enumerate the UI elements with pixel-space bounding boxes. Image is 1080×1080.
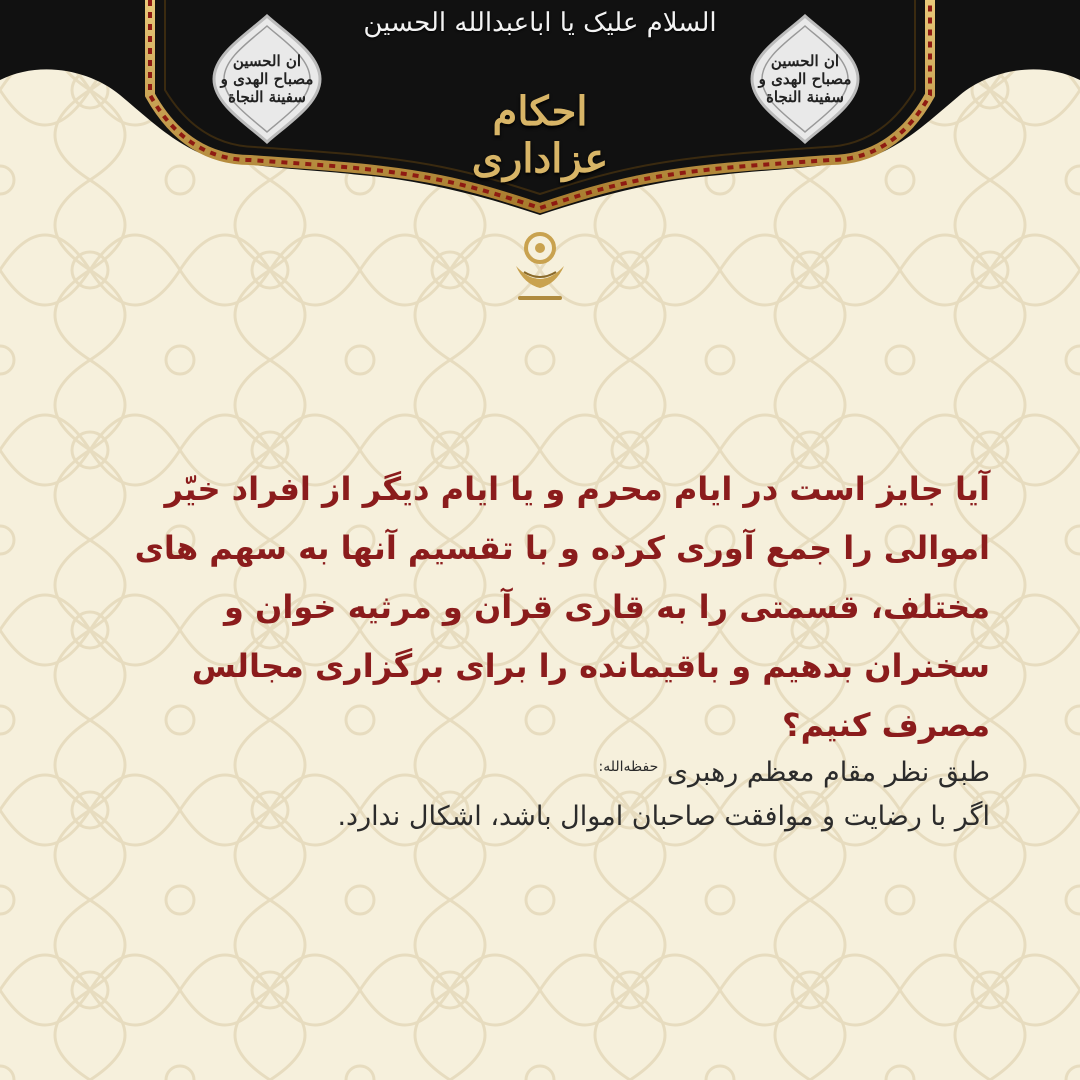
medallion-text: ان الحسین مصباح الهدی و سفینة النجاة: [758, 52, 852, 106]
salutation-calligraphy: السلام علیک یا اباعبدالله الحسین: [363, 8, 717, 38]
answer-intro-line: [90, 745, 990, 795]
answer-text: اگر با رضایت و موافقت صاحبان اموال باشد، اشکال ندارد.: [337, 801, 990, 832]
medallion-text: ان الحسین مصباح الهدی و سفینة النجاة: [220, 52, 314, 106]
answer-block: [90, 745, 990, 839]
left-medallion: [212, 14, 322, 144]
question-text: آیا جایز است در ایام محرم و یا ایام دیگر از افراد خیّر اموالی را جمع آوری کرده و با تقسیم آنها به سهم های مختلف، قسمتی را به قاری قرآن و مرثیه خوان و سخنران بدهیم و باقیمانده را برای برگزاری مجالس مصرف کنیم؟: [134, 470, 990, 744]
answer-honorific: حفظه‌الله:: [598, 759, 659, 775]
page-title: احکام عزاداری: [471, 88, 609, 182]
answer-intro: طبق نظر مقام معظم رهبری: [666, 757, 990, 788]
logo-icon: [496, 222, 584, 312]
right-medallion: [750, 14, 860, 144]
